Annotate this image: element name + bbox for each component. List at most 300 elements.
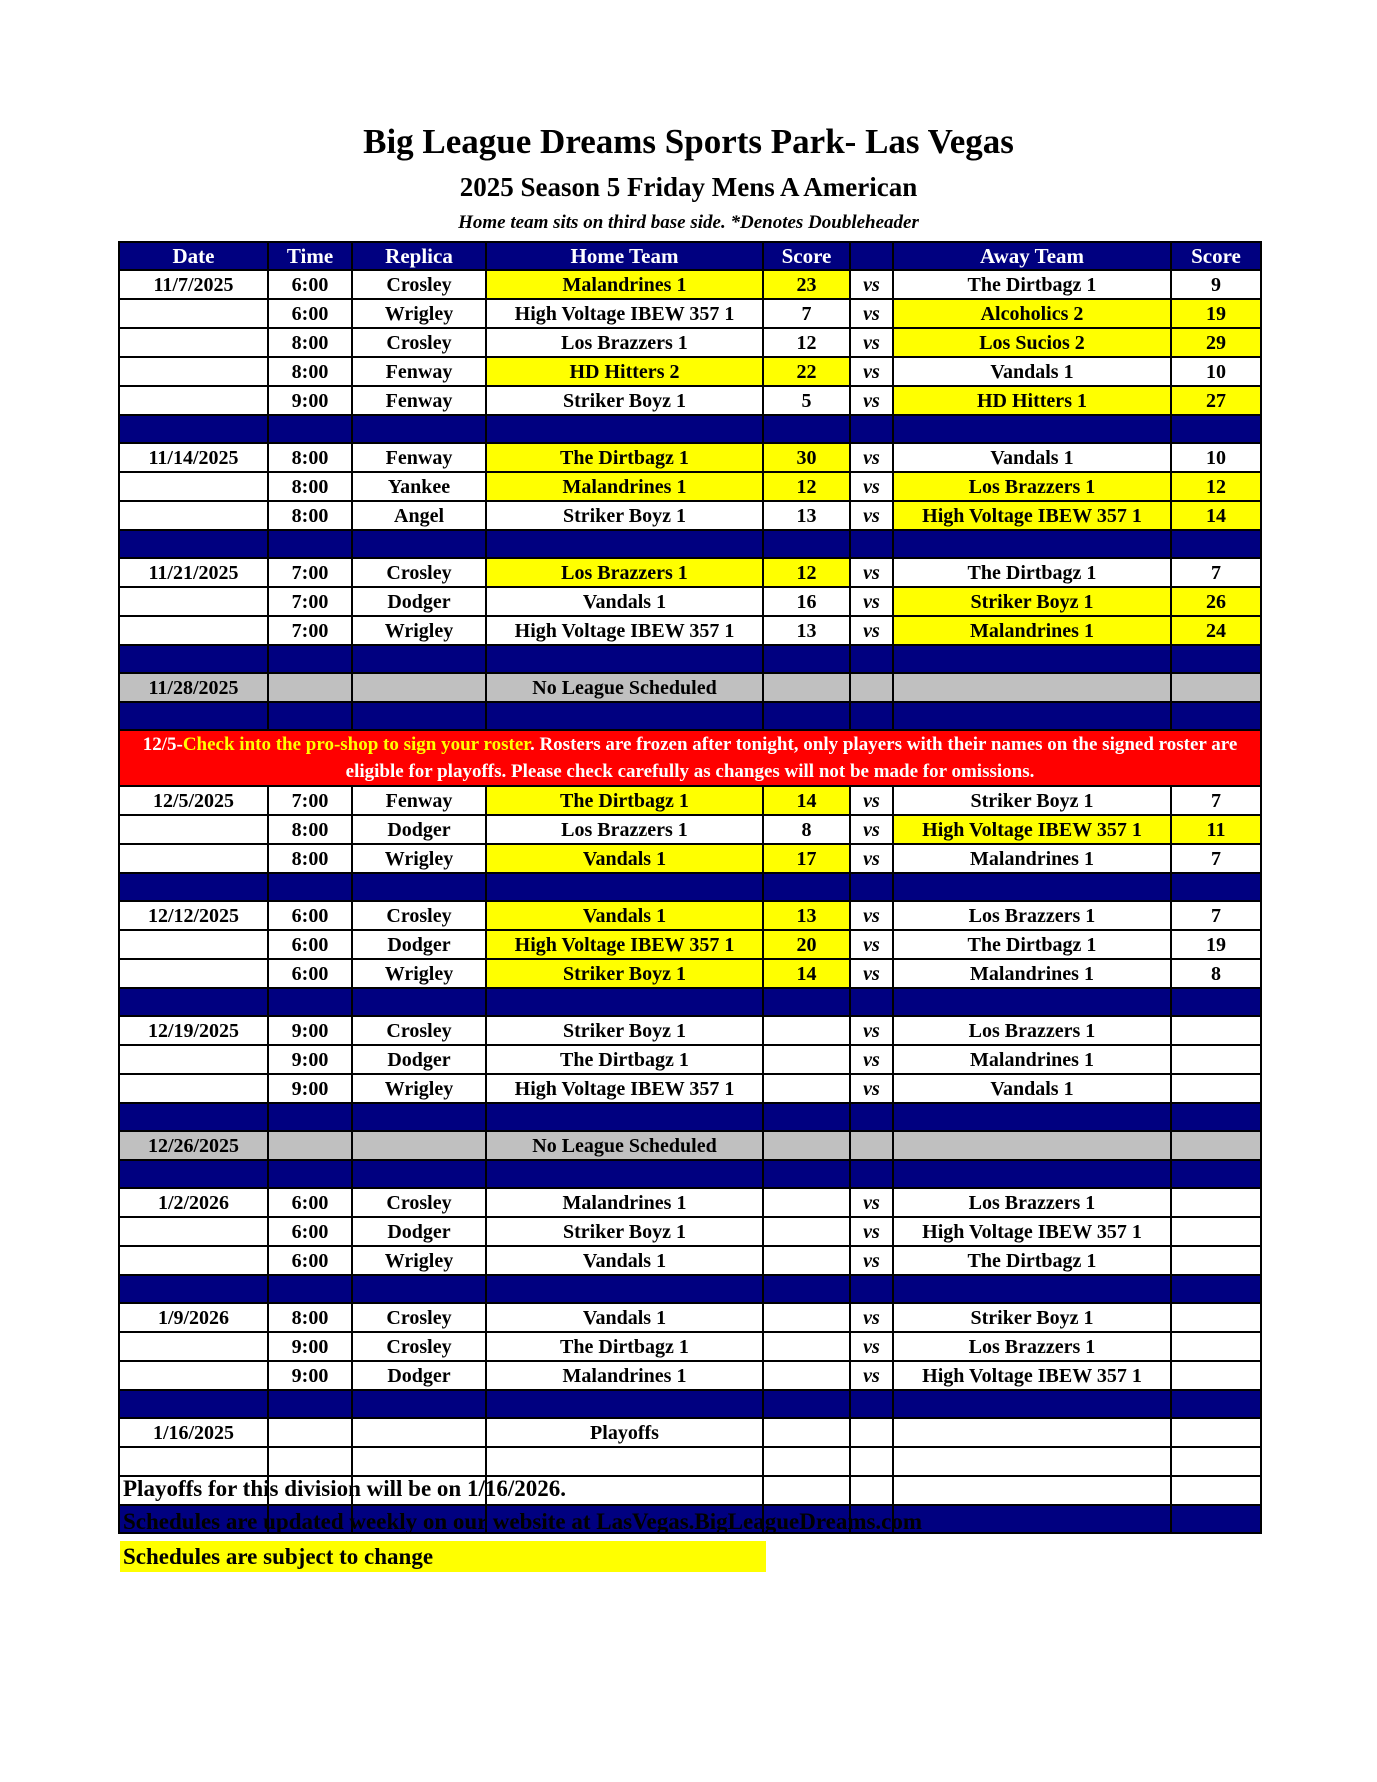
game-field: Wrigley bbox=[352, 959, 486, 988]
home-score bbox=[763, 1074, 850, 1103]
game-row bbox=[119, 501, 1261, 530]
col-header-vs bbox=[850, 242, 893, 270]
separator-cell bbox=[268, 1103, 352, 1131]
away-score: 7 bbox=[1171, 844, 1261, 873]
separator-cell bbox=[352, 530, 486, 558]
separator-cell bbox=[893, 702, 1171, 730]
home-score: 5 bbox=[763, 386, 850, 415]
no-league-row bbox=[119, 1131, 1261, 1160]
home-team: The Dirtbagz 1 bbox=[486, 1332, 763, 1361]
game-field: Crosley bbox=[352, 1303, 486, 1332]
separator-cell bbox=[486, 1390, 763, 1418]
notice-date: 12/5- bbox=[142, 734, 183, 755]
separator-cell bbox=[1171, 415, 1261, 443]
away-score: 11 bbox=[1171, 815, 1261, 844]
separator-cell bbox=[763, 1103, 850, 1131]
away-score: 14 bbox=[1171, 501, 1261, 530]
game-field: Wrigley bbox=[352, 299, 486, 328]
separator-cell bbox=[486, 530, 763, 558]
vs-label: vs bbox=[850, 1246, 893, 1275]
vs-label: vs bbox=[850, 357, 893, 386]
game-time: 6:00 bbox=[268, 1246, 352, 1275]
empty-cell bbox=[893, 1131, 1171, 1160]
separator-cell bbox=[1171, 1160, 1261, 1188]
vs-label: vs bbox=[850, 1074, 893, 1103]
away-team: Los Brazzers 1 bbox=[893, 1016, 1171, 1045]
separator-cell bbox=[893, 988, 1171, 1016]
col-header-away-score: Score bbox=[1171, 242, 1261, 270]
vs-label: vs bbox=[850, 1016, 893, 1045]
empty-cell bbox=[486, 1447, 763, 1476]
away-team: Malandrines 1 bbox=[893, 844, 1171, 873]
home-score: 13 bbox=[763, 901, 850, 930]
separator-cell bbox=[763, 1160, 850, 1188]
away-team: Vandals 1 bbox=[893, 443, 1171, 472]
home-team: High Voltage IBEW 357 1 bbox=[486, 1074, 763, 1103]
game-time: 8:00 bbox=[268, 1303, 352, 1332]
game-time: 8:00 bbox=[268, 501, 352, 530]
separator-cell bbox=[1171, 702, 1261, 730]
home-team: Malandrines 1 bbox=[486, 270, 763, 299]
separator-cell bbox=[268, 1390, 352, 1418]
home-team: Vandals 1 bbox=[486, 844, 763, 873]
game-time: 6:00 bbox=[268, 930, 352, 959]
separator-cell bbox=[119, 1160, 268, 1188]
separator-cell bbox=[268, 873, 352, 901]
home-team: Vandals 1 bbox=[486, 587, 763, 616]
separator-cell bbox=[1171, 1390, 1261, 1418]
empty-cell bbox=[850, 1447, 893, 1476]
game-field: Dodger bbox=[352, 587, 486, 616]
empty-cell bbox=[893, 673, 1171, 702]
separator-cell bbox=[850, 988, 893, 1016]
home-team: HD Hitters 2 bbox=[486, 357, 763, 386]
home-score bbox=[763, 1361, 850, 1390]
away-team: High Voltage IBEW 357 1 bbox=[893, 1361, 1171, 1390]
empty-cell bbox=[850, 1476, 893, 1505]
separator-cell bbox=[119, 1275, 268, 1303]
game-row bbox=[119, 844, 1261, 873]
home-team: The Dirtbagz 1 bbox=[486, 443, 763, 472]
separator-cell bbox=[763, 415, 850, 443]
game-field: Fenway bbox=[352, 386, 486, 415]
empty-cell bbox=[763, 1447, 850, 1476]
game-date bbox=[119, 815, 268, 844]
vs-label: vs bbox=[850, 844, 893, 873]
game-time: 6:00 bbox=[268, 299, 352, 328]
separator-cell bbox=[1171, 873, 1261, 901]
no-league-text: No League Scheduled bbox=[486, 1131, 763, 1160]
separator-cell bbox=[119, 645, 268, 673]
game-field: Crosley bbox=[352, 558, 486, 587]
away-score: 7 bbox=[1171, 558, 1261, 587]
home-team: Los Brazzers 1 bbox=[486, 558, 763, 587]
empty-cell bbox=[1171, 1476, 1261, 1505]
game-row bbox=[119, 270, 1261, 299]
vs-label: vs bbox=[850, 1361, 893, 1390]
schedule-table bbox=[118, 241, 1262, 1534]
game-row bbox=[119, 1188, 1261, 1217]
separator-cell bbox=[763, 988, 850, 1016]
home-score: 12 bbox=[763, 558, 850, 587]
footer-playoffs-note: Playoffs for this division will be on 1/16/2026. bbox=[123, 1476, 567, 1501]
game-time: 6:00 bbox=[268, 959, 352, 988]
home-team: Malandrines 1 bbox=[486, 472, 763, 501]
home-team: Malandrines 1 bbox=[486, 1361, 763, 1390]
roster-notice-row bbox=[119, 730, 1261, 786]
game-time: 9:00 bbox=[268, 386, 352, 415]
game-field: Wrigley bbox=[352, 1246, 486, 1275]
vs-label: vs bbox=[850, 786, 893, 815]
game-field: Dodger bbox=[352, 815, 486, 844]
game-time: 8:00 bbox=[268, 472, 352, 501]
home-score: 17 bbox=[763, 844, 850, 873]
game-time: 8:00 bbox=[268, 443, 352, 472]
vs-label: vs bbox=[850, 901, 893, 930]
game-time: 9:00 bbox=[268, 1074, 352, 1103]
game-field: Crosley bbox=[352, 270, 486, 299]
separator-row bbox=[119, 1275, 1261, 1303]
away-team: The Dirtbagz 1 bbox=[893, 558, 1171, 587]
separator-cell bbox=[352, 1275, 486, 1303]
away-team: The Dirtbagz 1 bbox=[893, 270, 1171, 299]
blank-row bbox=[119, 1447, 1261, 1476]
vs-label: vs bbox=[850, 1217, 893, 1246]
away-score bbox=[1171, 1217, 1261, 1246]
separator-cell bbox=[893, 1103, 1171, 1131]
away-score bbox=[1171, 1361, 1261, 1390]
vs-label: vs bbox=[850, 443, 893, 472]
away-score: 7 bbox=[1171, 786, 1261, 815]
separator-cell bbox=[850, 415, 893, 443]
separator-cell bbox=[119, 1103, 268, 1131]
game-field: Crosley bbox=[352, 1016, 486, 1045]
game-time: 8:00 bbox=[268, 357, 352, 386]
separator-cell bbox=[352, 1160, 486, 1188]
home-team: Striker Boyz 1 bbox=[486, 1016, 763, 1045]
col-header-date: Date bbox=[119, 242, 268, 270]
game-time: 9:00 bbox=[268, 1332, 352, 1361]
game-field: Fenway bbox=[352, 357, 486, 386]
home-score bbox=[763, 1016, 850, 1045]
game-date: 12/12/2025 bbox=[119, 901, 268, 930]
home-team: Striker Boyz 1 bbox=[486, 1217, 763, 1246]
vs-label: vs bbox=[850, 930, 893, 959]
footer-change-note: Schedules are subject to change bbox=[120, 1541, 766, 1572]
col-header-replica: Replica bbox=[352, 242, 486, 270]
separator-cell bbox=[119, 988, 268, 1016]
game-field: Crosley bbox=[352, 1188, 486, 1217]
game-date: 11/14/2025 bbox=[119, 443, 268, 472]
separator-cell bbox=[850, 1160, 893, 1188]
away-score bbox=[1171, 1045, 1261, 1074]
home-score: 30 bbox=[763, 443, 850, 472]
separator-cell bbox=[850, 645, 893, 673]
away-score: 8 bbox=[1171, 959, 1261, 988]
home-score bbox=[763, 1188, 850, 1217]
away-team: Striker Boyz 1 bbox=[893, 786, 1171, 815]
away-team: The Dirtbagz 1 bbox=[893, 1246, 1171, 1275]
home-score: 14 bbox=[763, 959, 850, 988]
separator-cell bbox=[893, 530, 1171, 558]
vs-label: vs bbox=[850, 328, 893, 357]
game-time: 7:00 bbox=[268, 616, 352, 645]
separator-cell bbox=[119, 415, 268, 443]
playoffs-text: Playoffs bbox=[486, 1418, 763, 1447]
away-score: 12 bbox=[1171, 472, 1261, 501]
game-row bbox=[119, 1045, 1261, 1074]
game-row bbox=[119, 786, 1261, 815]
away-team: Striker Boyz 1 bbox=[893, 1303, 1171, 1332]
separator-cell bbox=[119, 873, 268, 901]
away-team: Malandrines 1 bbox=[893, 1045, 1171, 1074]
game-field: Wrigley bbox=[352, 616, 486, 645]
home-score: 20 bbox=[763, 930, 850, 959]
game-row bbox=[119, 1217, 1261, 1246]
game-date bbox=[119, 1074, 268, 1103]
game-date: 12/19/2025 bbox=[119, 1016, 268, 1045]
separator-cell bbox=[1171, 1103, 1261, 1131]
away-team: Los Brazzers 1 bbox=[893, 472, 1171, 501]
away-team: HD Hitters 1 bbox=[893, 386, 1171, 415]
away-team: Los Sucios 2 bbox=[893, 328, 1171, 357]
separator-cell bbox=[352, 1103, 486, 1131]
empty-cell bbox=[268, 673, 352, 702]
vs-label: vs bbox=[850, 386, 893, 415]
empty-cell bbox=[268, 1131, 352, 1160]
game-field: Crosley bbox=[352, 328, 486, 357]
home-team: Striker Boyz 1 bbox=[486, 959, 763, 988]
game-date bbox=[119, 328, 268, 357]
game-time: 8:00 bbox=[268, 328, 352, 357]
game-row bbox=[119, 443, 1261, 472]
game-date bbox=[119, 959, 268, 988]
game-field: Crosley bbox=[352, 1332, 486, 1361]
separator-cell bbox=[1171, 1275, 1261, 1303]
vs-label: vs bbox=[850, 587, 893, 616]
game-row bbox=[119, 299, 1261, 328]
vs-label: vs bbox=[850, 1188, 893, 1217]
home-score: 14 bbox=[763, 786, 850, 815]
home-team: Malandrines 1 bbox=[486, 1188, 763, 1217]
empty-cell bbox=[119, 1447, 268, 1476]
separator-cell bbox=[850, 702, 893, 730]
empty-cell bbox=[1171, 1447, 1261, 1476]
empty-cell bbox=[850, 1418, 893, 1447]
away-team: The Dirtbagz 1 bbox=[893, 930, 1171, 959]
vs-label: vs bbox=[850, 815, 893, 844]
separator-cell bbox=[486, 645, 763, 673]
game-date bbox=[119, 1246, 268, 1275]
vs-label: vs bbox=[850, 472, 893, 501]
game-row bbox=[119, 930, 1261, 959]
home-score: 13 bbox=[763, 616, 850, 645]
game-date bbox=[119, 1332, 268, 1361]
separator-cell bbox=[486, 415, 763, 443]
separator-cell bbox=[486, 873, 763, 901]
game-date bbox=[119, 501, 268, 530]
game-time: 9:00 bbox=[268, 1361, 352, 1390]
col-header-away-team: Away Team bbox=[893, 242, 1171, 270]
game-field: Dodger bbox=[352, 1361, 486, 1390]
separator-cell bbox=[1171, 1505, 1261, 1533]
separator-cell bbox=[763, 645, 850, 673]
empty-cell bbox=[763, 1476, 850, 1505]
notice-text: . Rosters are frozen after tonight, only players with their names on the signed roster are eligible for playoffs. Please check carefully as changes will not be made for omissions. bbox=[345, 734, 1238, 782]
separator-cell bbox=[119, 702, 268, 730]
empty-cell bbox=[893, 1447, 1171, 1476]
empty-cell bbox=[352, 1447, 486, 1476]
away-team: Los Brazzers 1 bbox=[893, 901, 1171, 930]
away-team: Vandals 1 bbox=[893, 1074, 1171, 1103]
separator-cell bbox=[268, 1160, 352, 1188]
separator-cell bbox=[763, 702, 850, 730]
separator-cell bbox=[486, 1160, 763, 1188]
away-team: Los Brazzers 1 bbox=[893, 1332, 1171, 1361]
empty-cell bbox=[763, 1131, 850, 1160]
away-score: 10 bbox=[1171, 357, 1261, 386]
home-score: 16 bbox=[763, 587, 850, 616]
home-score bbox=[763, 1217, 850, 1246]
away-team: Los Brazzers 1 bbox=[893, 1188, 1171, 1217]
home-score: 12 bbox=[763, 328, 850, 357]
game-field: Crosley bbox=[352, 901, 486, 930]
empty-cell bbox=[268, 1447, 352, 1476]
game-field: Fenway bbox=[352, 786, 486, 815]
game-field: Fenway bbox=[352, 443, 486, 472]
vs-label: vs bbox=[850, 1332, 893, 1361]
game-field: Wrigley bbox=[352, 844, 486, 873]
home-score: 7 bbox=[763, 299, 850, 328]
away-team: High Voltage IBEW 357 1 bbox=[893, 1217, 1171, 1246]
separator-cell bbox=[1171, 530, 1261, 558]
col-header-home-score: Score bbox=[763, 242, 850, 270]
separator-row bbox=[119, 1390, 1261, 1418]
separator-cell bbox=[850, 530, 893, 558]
home-score: 22 bbox=[763, 357, 850, 386]
separator-cell bbox=[893, 1275, 1171, 1303]
game-row bbox=[119, 386, 1261, 415]
game-date bbox=[119, 299, 268, 328]
game-date bbox=[119, 844, 268, 873]
home-team: Vandals 1 bbox=[486, 1303, 763, 1332]
separator-row bbox=[119, 702, 1261, 730]
separator-cell bbox=[268, 702, 352, 730]
separator-cell bbox=[352, 988, 486, 1016]
home-team: High Voltage IBEW 357 1 bbox=[486, 616, 763, 645]
away-score bbox=[1171, 1074, 1261, 1103]
game-row bbox=[119, 1246, 1261, 1275]
separator-cell bbox=[268, 415, 352, 443]
header-row bbox=[119, 242, 1261, 270]
separator-cell bbox=[268, 530, 352, 558]
no-league-row bbox=[119, 673, 1261, 702]
home-score bbox=[763, 1045, 850, 1074]
game-field: Dodger bbox=[352, 1045, 486, 1074]
game-date: 1/2/2026 bbox=[119, 1188, 268, 1217]
game-date bbox=[119, 616, 268, 645]
away-score bbox=[1171, 1332, 1261, 1361]
separator-cell bbox=[352, 645, 486, 673]
separator-cell bbox=[486, 1275, 763, 1303]
away-score bbox=[1171, 1016, 1261, 1045]
home-team: Vandals 1 bbox=[486, 901, 763, 930]
away-team: Vandals 1 bbox=[893, 357, 1171, 386]
home-team: Vandals 1 bbox=[486, 1246, 763, 1275]
home-score: 13 bbox=[763, 501, 850, 530]
separator-cell bbox=[486, 1103, 763, 1131]
empty-cell bbox=[763, 673, 850, 702]
away-score: 19 bbox=[1171, 930, 1261, 959]
game-row bbox=[119, 1361, 1261, 1390]
empty-cell bbox=[763, 1418, 850, 1447]
game-field: Dodger bbox=[352, 1217, 486, 1246]
game-field: Yankee bbox=[352, 472, 486, 501]
game-row bbox=[119, 1332, 1261, 1361]
separator-cell bbox=[352, 702, 486, 730]
vs-label: vs bbox=[850, 270, 893, 299]
game-field: Dodger bbox=[352, 930, 486, 959]
separator-cell bbox=[763, 1390, 850, 1418]
game-field: Wrigley bbox=[352, 1074, 486, 1103]
away-score: 19 bbox=[1171, 299, 1261, 328]
away-score: 9 bbox=[1171, 270, 1261, 299]
empty-cell bbox=[893, 1418, 1171, 1447]
away-score: 10 bbox=[1171, 443, 1261, 472]
empty-cell bbox=[352, 673, 486, 702]
separator-cell bbox=[268, 988, 352, 1016]
separator-cell bbox=[763, 873, 850, 901]
vs-label: vs bbox=[850, 1303, 893, 1332]
separator-cell bbox=[1171, 645, 1261, 673]
empty-cell bbox=[1171, 1131, 1261, 1160]
col-header-home-team: Home Team bbox=[486, 242, 763, 270]
home-team: Striker Boyz 1 bbox=[486, 501, 763, 530]
separator-row bbox=[119, 645, 1261, 673]
empty-cell bbox=[850, 1131, 893, 1160]
away-team: Alcoholics 2 bbox=[893, 299, 1171, 328]
separator-cell bbox=[268, 1275, 352, 1303]
game-row bbox=[119, 1016, 1261, 1045]
game-time: 7:00 bbox=[268, 558, 352, 587]
away-score bbox=[1171, 1188, 1261, 1217]
vs-label: vs bbox=[850, 616, 893, 645]
game-date bbox=[119, 1045, 268, 1074]
away-team: Striker Boyz 1 bbox=[893, 587, 1171, 616]
away-team: Malandrines 1 bbox=[893, 616, 1171, 645]
away-score bbox=[1171, 1246, 1261, 1275]
empty-cell bbox=[850, 673, 893, 702]
empty-cell bbox=[352, 1131, 486, 1160]
game-date: 12/26/2025 bbox=[119, 1131, 268, 1160]
page-title: Big League Dreams Sports Park- Las Vegas bbox=[363, 122, 1014, 161]
separator-cell bbox=[893, 415, 1171, 443]
game-row bbox=[119, 558, 1261, 587]
game-row bbox=[119, 328, 1261, 357]
separator-cell bbox=[893, 873, 1171, 901]
separator-row bbox=[119, 1103, 1261, 1131]
separator-row bbox=[119, 415, 1261, 443]
away-score: 27 bbox=[1171, 386, 1261, 415]
home-team: Los Brazzers 1 bbox=[486, 328, 763, 357]
empty-cell bbox=[1171, 673, 1261, 702]
game-date bbox=[119, 930, 268, 959]
separator-cell bbox=[850, 1275, 893, 1303]
game-date bbox=[119, 1361, 268, 1390]
separator-cell bbox=[352, 873, 486, 901]
home-score bbox=[763, 1332, 850, 1361]
away-score: 7 bbox=[1171, 901, 1261, 930]
